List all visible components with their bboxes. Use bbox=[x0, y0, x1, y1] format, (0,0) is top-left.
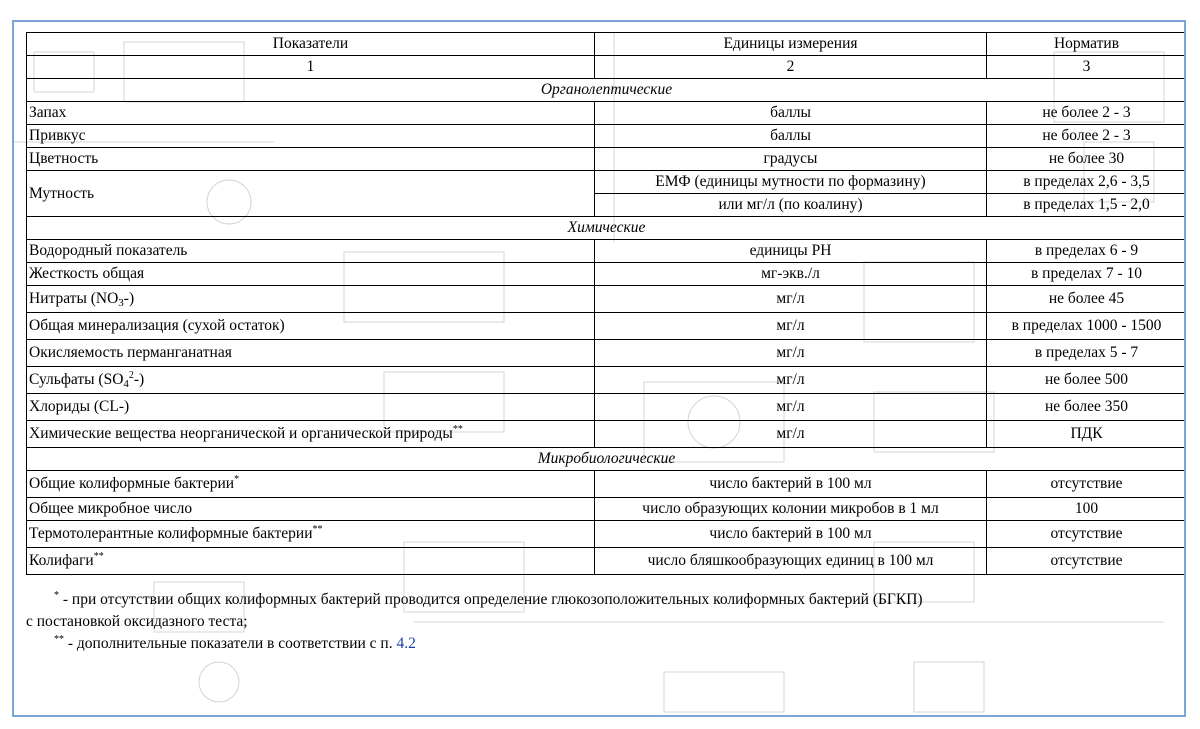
section-row-chemical bbox=[27, 217, 1187, 240]
table-row bbox=[27, 148, 1187, 171]
unit-cell: мг/л bbox=[595, 421, 987, 448]
table-row bbox=[27, 548, 1187, 575]
indicator-name-text: Химические вещества неорганической и органической природы bbox=[29, 425, 453, 442]
norm-cell: в пределах 1000 - 1500 bbox=[987, 313, 1187, 340]
table-row bbox=[27, 125, 1187, 148]
indicator-name: Хлориды (CL-) bbox=[27, 394, 595, 421]
unit-cell: или мг/л (по коалину) bbox=[595, 194, 987, 217]
unit-cell: мг/л bbox=[595, 367, 987, 394]
norm-cell: не более 350 bbox=[987, 394, 1187, 421]
section-link[interactable]: 4.2 bbox=[396, 635, 416, 652]
header-number: 1 bbox=[27, 56, 595, 79]
norm-cell: не более 30 bbox=[987, 148, 1187, 171]
table-row-turbidity bbox=[27, 171, 1187, 194]
subscript: 4 bbox=[123, 378, 129, 390]
table-row bbox=[27, 367, 1187, 394]
header-number: 3 bbox=[987, 56, 1187, 79]
unit-cell: мг/л bbox=[595, 286, 987, 313]
indicator-name-text: Сульфаты (SO bbox=[29, 371, 124, 388]
unit-cell: число бактерий в 100 мл bbox=[595, 471, 987, 498]
norm-cell: отсутствие bbox=[987, 521, 1187, 548]
footnote-mark: * bbox=[234, 474, 240, 485]
superscript: 2 bbox=[128, 370, 134, 381]
indicator-name-text: Нитраты (NO bbox=[29, 290, 119, 307]
norm-cell: в пределах 1,5 - 2,0 bbox=[987, 194, 1187, 217]
table-row bbox=[27, 394, 1187, 421]
indicator-name: Общее микробное число bbox=[27, 498, 595, 521]
indicator-name bbox=[27, 548, 595, 575]
indicator-name bbox=[27, 286, 595, 313]
table-row bbox=[27, 313, 1187, 340]
indicator-name bbox=[27, 471, 595, 498]
document-content bbox=[26, 32, 1186, 655]
indicator-name: Цветность bbox=[27, 148, 595, 171]
indicator-name: Мутность bbox=[27, 171, 595, 217]
norm-cell: в пределах 6 - 9 bbox=[987, 240, 1187, 263]
norm-cell: не более 500 bbox=[987, 367, 1187, 394]
footnote-mark: * bbox=[54, 590, 59, 601]
unit-cell: мг/л bbox=[595, 340, 987, 367]
footnote-mark: ** bbox=[54, 634, 64, 645]
header-indicators: Показатели bbox=[27, 33, 595, 56]
section-title: Химические bbox=[27, 217, 1187, 240]
norm-cell: 100 bbox=[987, 498, 1187, 521]
table-row bbox=[27, 102, 1187, 125]
footnote-1 bbox=[26, 589, 1186, 611]
header-number: 2 bbox=[595, 56, 987, 79]
unit-cell: число образующих колонии микробов в 1 мл bbox=[595, 498, 987, 521]
indicator-name-text: Общие колиформные бактерии bbox=[29, 475, 235, 492]
norm-cell: не более 45 bbox=[987, 286, 1187, 313]
unit-cell: единицы РН bbox=[595, 240, 987, 263]
unit-cell: градусы bbox=[595, 148, 987, 171]
unit-cell: баллы bbox=[595, 102, 987, 125]
norm-cell: в пределах 5 - 7 bbox=[987, 340, 1187, 367]
table-row bbox=[27, 421, 1187, 448]
indicator-name: Общая минерализация (сухой остаток) bbox=[27, 313, 595, 340]
section-row-organoleptic bbox=[27, 79, 1187, 102]
footnote-2 bbox=[26, 633, 1186, 655]
indicator-name-tail: -) bbox=[133, 371, 145, 388]
norm-cell: ПДК bbox=[987, 421, 1187, 448]
indicator-name bbox=[27, 367, 595, 394]
table-row bbox=[27, 286, 1187, 313]
header-units: Единицы измерения bbox=[595, 33, 987, 56]
unit-cell: баллы bbox=[595, 125, 987, 148]
footnote-mark: ** bbox=[93, 551, 104, 562]
norm-cell: не более 2 - 3 bbox=[987, 125, 1187, 148]
indicator-name: Водородный показатель bbox=[27, 240, 595, 263]
indicator-name: Привкус bbox=[27, 125, 595, 148]
table-row bbox=[27, 340, 1187, 367]
water-quality-table bbox=[26, 32, 1186, 575]
unit-cell: число бактерий в 100 мл bbox=[595, 521, 987, 548]
section-row-micro bbox=[27, 448, 1187, 471]
indicator-name-text: Термотолерантные колиформные бактерии bbox=[29, 525, 313, 542]
table-row bbox=[27, 498, 1187, 521]
header-norm: Норматив bbox=[987, 33, 1187, 56]
norm-cell: в пределах 7 - 10 bbox=[987, 263, 1187, 286]
unit-cell: ЕМФ (единицы мутности по формазину) bbox=[595, 171, 987, 194]
footnote-mark: ** bbox=[452, 424, 463, 435]
indicator-name: Запах bbox=[27, 102, 595, 125]
indicator-name-text: Колифаги bbox=[29, 552, 94, 569]
table-row bbox=[27, 263, 1187, 286]
unit-cell: мг/л bbox=[595, 394, 987, 421]
norm-cell: не более 2 - 3 bbox=[987, 102, 1187, 125]
table-header-numbers-row bbox=[27, 56, 1187, 79]
indicator-name-tail: -) bbox=[123, 290, 135, 307]
table-row bbox=[27, 521, 1187, 548]
indicator-name bbox=[27, 521, 595, 548]
norm-cell: в пределах 2,6 - 3,5 bbox=[987, 171, 1187, 194]
footnote-mark: ** bbox=[312, 524, 323, 535]
subscript: 3 bbox=[118, 297, 124, 309]
footnote-1-text: - при отсутствии общих колиформных бактерий проводится определение глюкозоположительных колиформных бактерий (БГКП) bbox=[59, 591, 923, 608]
footnote-1-continuation: с постановкой оксидазного теста; bbox=[26, 613, 248, 630]
section-title: Органолептические bbox=[27, 79, 1187, 102]
table-row bbox=[27, 240, 1187, 263]
indicator-name: Жесткость общая bbox=[27, 263, 595, 286]
norm-cell: отсутствие bbox=[987, 548, 1187, 575]
unit-cell: мг/л bbox=[595, 313, 987, 340]
document-frame bbox=[12, 20, 1186, 717]
norm-cell: отсутствие bbox=[987, 471, 1187, 498]
indicator-name bbox=[27, 421, 595, 448]
footnote-2-text: - дополнительные показатели в соответствии с п. bbox=[64, 635, 397, 652]
table-header-row bbox=[27, 33, 1187, 56]
indicator-name: Окисляемость перманганатная bbox=[27, 340, 595, 367]
unit-cell: число бляшкообразующих единиц в 100 мл bbox=[595, 548, 987, 575]
section-title: Микробиологические bbox=[27, 448, 1187, 471]
footnotes bbox=[26, 589, 1186, 655]
unit-cell: мг-экв./л bbox=[595, 263, 987, 286]
table-row bbox=[27, 471, 1187, 498]
